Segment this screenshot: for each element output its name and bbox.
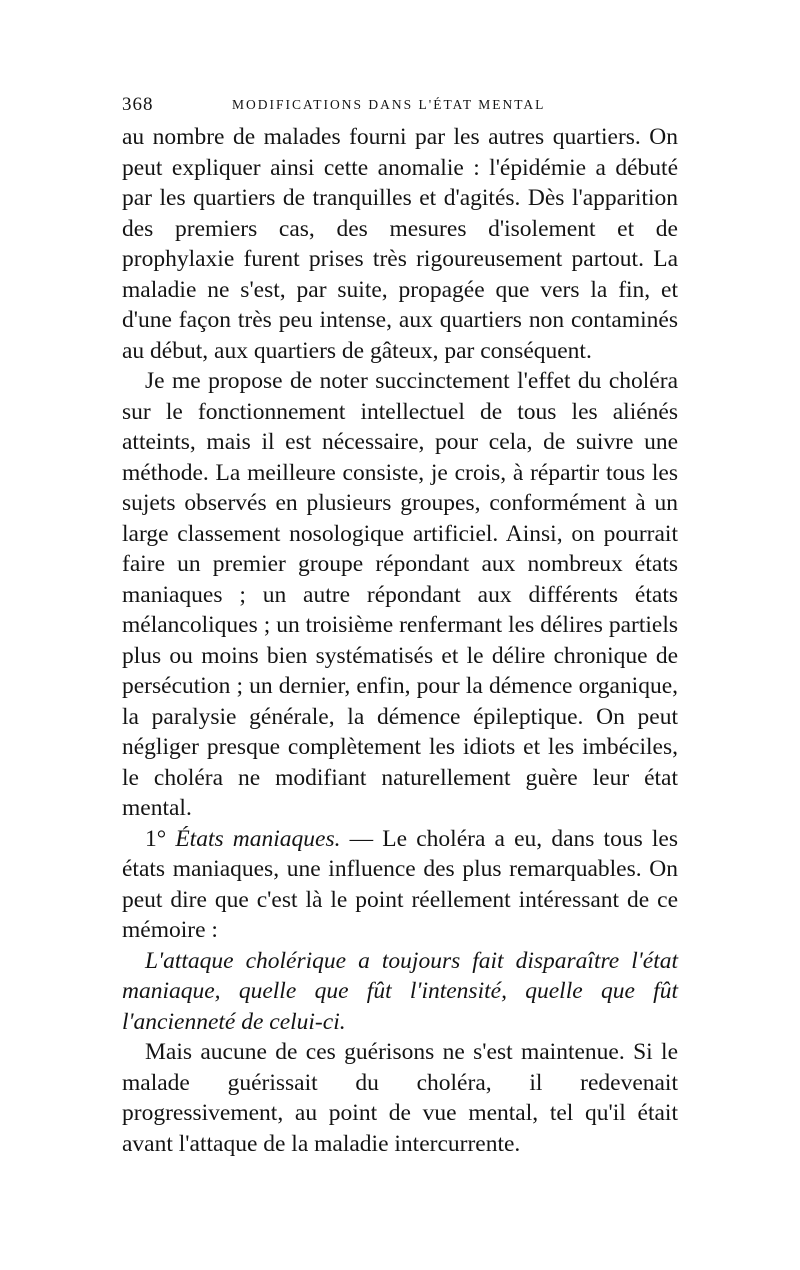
paragraph-maniac-states (122, 824, 678, 946)
running-title: MODIFICATIONS DANS L'ÉTAT MENTAL (232, 97, 546, 112)
body-text (122, 122, 678, 1159)
italic-thesis: L'attaque cholérique a toujours fait disparaître l'état maniaque, quelle que fût l'intensité, quelle que fût l'ancienneté de celui-ci. (122, 947, 678, 1035)
section-heading: États maniaques. (175, 825, 341, 852)
running-head (122, 94, 682, 118)
paragraph-relapse: Mais aucune de ces guérisons ne s'est maintenue. Si le malade guérissait du choléra, il redevenait progressivement, au point de vue mental, tel qu'il était avant l'attaque de la maladie intercurrente. (122, 1039, 678, 1157)
section-text: — Le choléra a eu, dans tous les états maniaques, une influence des plus remarquables. On peut dire que c'est là le point réellement intéressant de ce mémoire : (122, 825, 678, 943)
page-number: 368 (122, 94, 154, 115)
paragraph-continuation: au nombre de malades fourni par les autres quartiers. On peut expliquer ainsi cette anomalie : l'épidémie a débuté par les quartiers de tranquilles et d'agités. Dès l'apparition des premiers cas, des mesures d'isolement et de prophylaxie furent prises très rigoureusement partout. La maladie ne s'est, par suite, propagée que vers la fin, et d'une façon très peu intense, aux quartiers non contaminés au début, aux quartiers de gâteux, par conséquent. (122, 124, 678, 364)
section-number: 1° (145, 825, 167, 852)
paragraph-method: Je me propose de noter succinctement l'effet du choléra sur le fonctionnement intellectuel de tous les aliénés atteints, mais il est nécessaire, pour cela, de suivre une méthode. La meilleure consiste, je crois, à répartir tous les sujets observés en plusieurs groupes, conformément à un large classement nosologique artificiel. Ainsi, on pourrait faire un premier groupe répondant aux nombreux états maniaques ; un autre répondant aux différents états mélancoliques ; un troisième renfermant les délires partiels plus ou moins bien systématisés et le délire chronique de persécution ; un dernier, enfin, pour la démence organique, la paralysie générale, la démence épileptique. On peut négliger presque complètement les idiots et les imbéciles, le choléra ne modifiant naturellement guère leur état mental. (122, 368, 678, 821)
